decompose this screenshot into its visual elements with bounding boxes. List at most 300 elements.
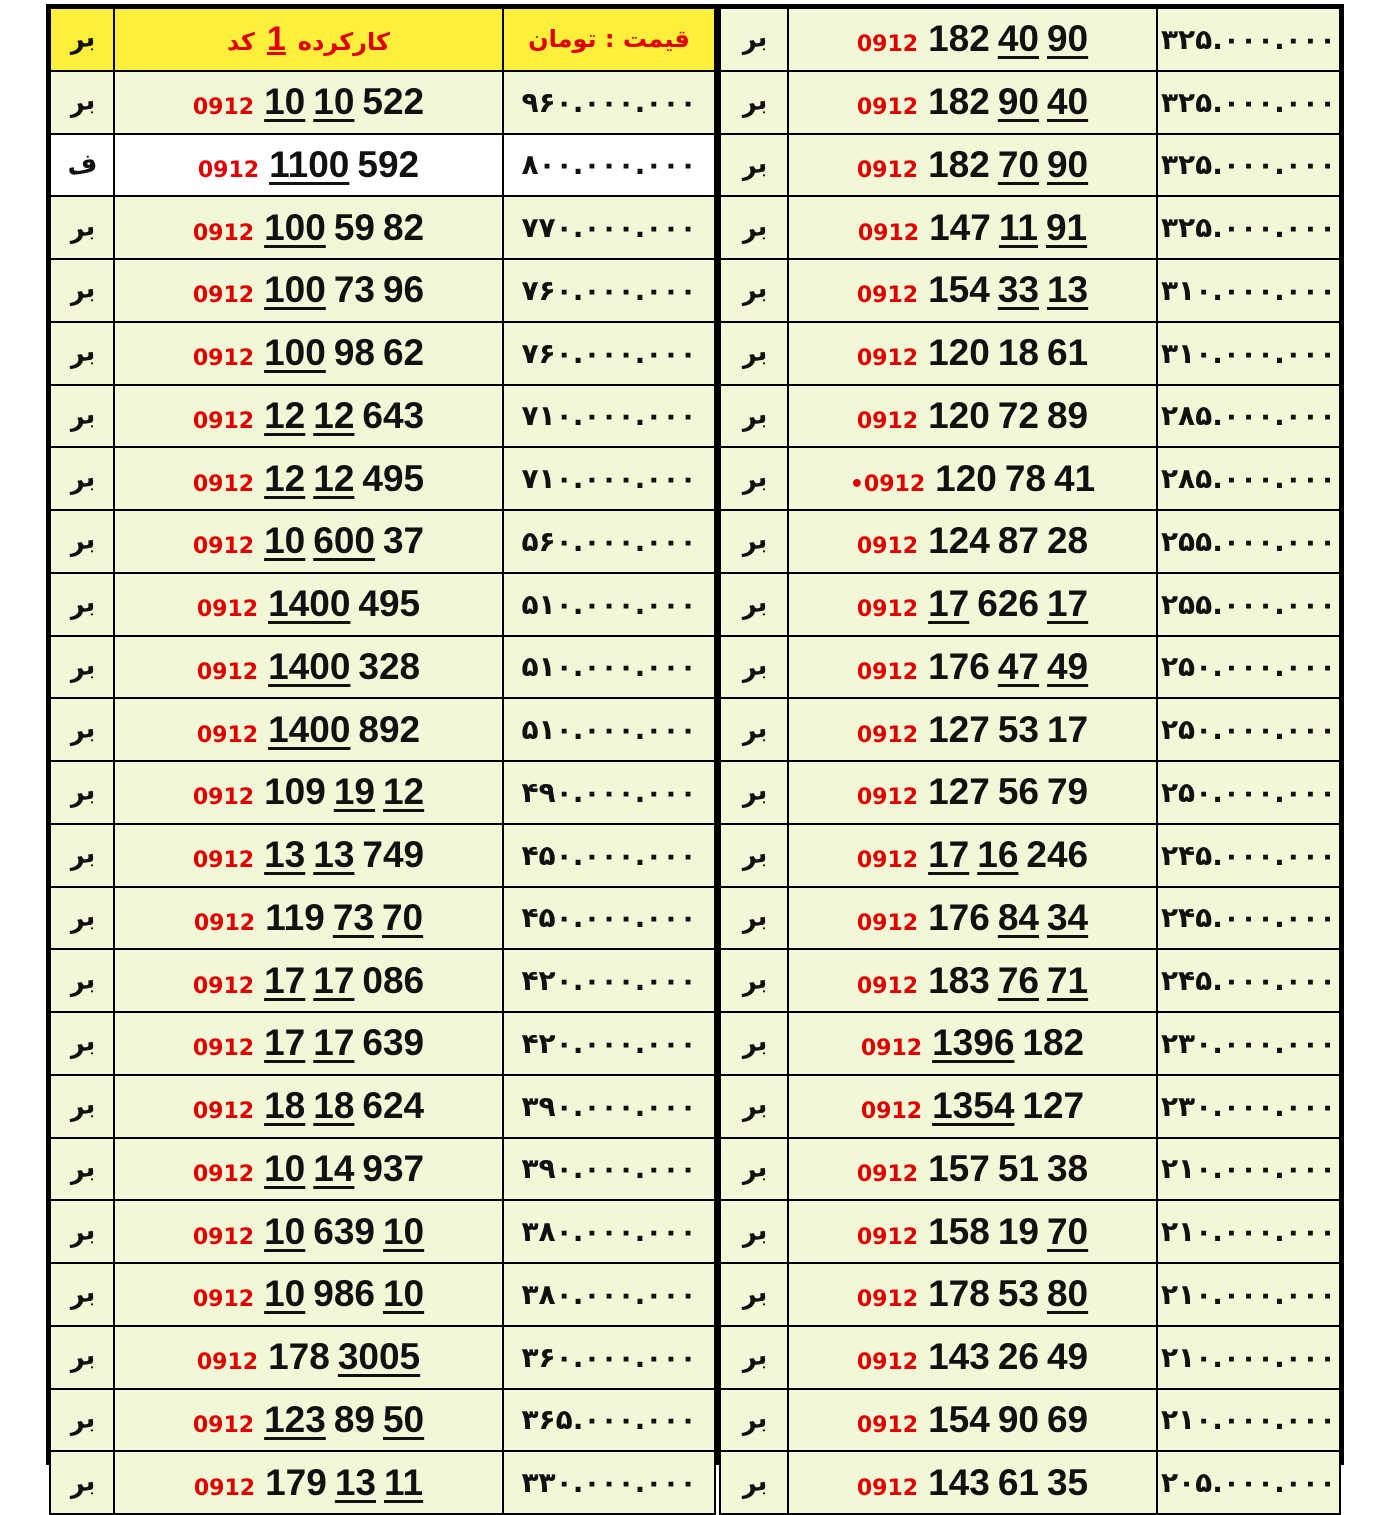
price-value: ۷۶۰.۰۰۰.۰۰۰: [521, 273, 697, 307]
price-cell: [503, 71, 715, 134]
number-prefix: •0912: [849, 471, 926, 497]
phone-number: [194, 897, 423, 939]
price-value: ۴۲۰.۰۰۰.۰۰۰: [521, 964, 697, 998]
status-icon-cell: [720, 1200, 788, 1263]
digit-group: 71: [1046, 959, 1089, 1001]
status-icon-cell: [50, 1138, 114, 1201]
phone-number: [857, 960, 1088, 1002]
number-prefix: 0912: [192, 220, 255, 246]
price-value: ۸۰۰.۰۰۰.۰۰۰: [521, 148, 697, 182]
status-icon: بر: [739, 1152, 769, 1186]
phone-number-cell: [114, 259, 503, 322]
phone-number-cell: [788, 447, 1157, 510]
table-row: [720, 824, 1340, 887]
table-row: [720, 134, 1340, 197]
digit-group: 1100: [269, 143, 350, 185]
phone-number-cell: [788, 322, 1157, 385]
price-cell: [503, 259, 715, 322]
phone-number: [193, 771, 424, 813]
status-icon-cell: [720, 761, 788, 824]
phone-number-cell: [788, 1263, 1157, 1326]
digit-group: 986: [313, 1273, 375, 1315]
status-icon-cell: [720, 1451, 788, 1514]
digit-group: 328: [358, 645, 421, 687]
price-cell: [1157, 196, 1340, 259]
header-code-label: کد: [227, 27, 255, 56]
number-prefix: 0912: [196, 659, 259, 685]
phone-number-cell: [788, 196, 1157, 259]
digit-group: 624: [362, 1085, 425, 1127]
digit-group: 522: [362, 81, 425, 123]
table-row: [720, 761, 1340, 824]
status-icon: بر: [739, 650, 769, 684]
digit-group: 1400: [268, 708, 351, 750]
status-icon: بر: [739, 1277, 769, 1312]
status-icon: بر: [67, 775, 97, 810]
phone-number-cell: [788, 573, 1157, 636]
number-prefix: 0912: [192, 471, 255, 497]
price-cell: [1157, 1263, 1340, 1326]
digit-group: 13: [313, 834, 355, 876]
status-icon-cell: [720, 1138, 788, 1201]
phone-number: [850, 458, 1095, 500]
digit-group: 40: [1046, 81, 1089, 123]
status-icon: بر: [67, 1465, 97, 1500]
status-icon: بر: [739, 148, 769, 182]
price-value: ۲۵۰.۰۰۰.۰۰۰: [1160, 775, 1337, 809]
digit-group: 154: [928, 269, 990, 311]
number-prefix: 0912: [856, 1287, 919, 1313]
price-value: ۳۸۰.۰۰۰.۰۰۰: [521, 1215, 697, 1249]
number-prefix: 0912: [856, 973, 919, 999]
digit-group: 89: [1046, 394, 1089, 436]
status-icon-cell: [50, 1263, 114, 1326]
phone-number-cell: [788, 1138, 1157, 1201]
phone-number-cell: [114, 761, 503, 824]
number-prefix: 0912: [192, 1099, 255, 1125]
phone-number: [861, 1022, 1084, 1064]
table-row: [720, 447, 1340, 510]
price-cell: [503, 698, 715, 761]
price-cell: [503, 573, 715, 636]
table-row: [720, 636, 1340, 699]
phone-number: [193, 1022, 424, 1064]
digit-group: 176: [928, 645, 990, 687]
phone-number: [857, 709, 1088, 751]
digit-group: 158: [928, 1210, 990, 1252]
price-cell: [503, 447, 715, 510]
price-cell: [1157, 636, 1340, 699]
price-cell: [503, 1263, 715, 1326]
phone-number: [857, 18, 1088, 60]
status-icon: بر: [739, 901, 769, 935]
digit-group: 10: [264, 81, 306, 123]
price-value: ۳۶۵.۰۰۰.۰۰۰: [521, 1403, 697, 1437]
phone-number-cell: [114, 134, 503, 197]
phone-number-cell: [788, 134, 1157, 197]
price-cell: [503, 322, 715, 385]
phone-number: [193, 834, 424, 876]
digit-group: 34: [1046, 896, 1089, 938]
phone-number: [857, 81, 1088, 123]
phone-number-cell: [788, 1012, 1157, 1075]
digit-group: 639: [362, 1022, 425, 1064]
price-cell: [1157, 1138, 1340, 1201]
digit-group: 33: [997, 269, 1039, 311]
number-prefix: 0912: [856, 157, 919, 183]
status-icon: بر: [67, 22, 97, 57]
phone-number-cell: [114, 1200, 503, 1263]
phone-number: [857, 834, 1088, 876]
table-row: [50, 1326, 715, 1389]
price-cell: [503, 636, 715, 699]
phone-number: [857, 1399, 1088, 1441]
number-prefix: 0912: [192, 1287, 255, 1313]
number-prefix: 0912: [856, 659, 919, 685]
digit-group: 176: [928, 896, 990, 938]
status-icon-cell: [720, 1075, 788, 1138]
price-value: ۴۵۰.۰۰۰.۰۰۰: [521, 838, 697, 872]
status-icon-cell: [720, 573, 788, 636]
digit-group: 154: [928, 1398, 990, 1440]
digit-group: 592: [357, 143, 420, 185]
status-icon: بر: [67, 838, 97, 872]
price-cell: [1157, 573, 1340, 636]
price-value: ۲۰۵.۰۰۰.۰۰۰: [1160, 1466, 1337, 1500]
table-row: [50, 824, 715, 887]
phone-number: [857, 646, 1088, 688]
digit-group: 1396: [932, 1022, 1015, 1064]
digit-group: 120: [935, 457, 997, 499]
digit-group: 11: [384, 1461, 424, 1503]
price-value: ۳۲۵.۰۰۰.۰۰۰: [1160, 148, 1337, 182]
digit-group: 17: [928, 834, 970, 876]
status-icon-cell: [720, 1389, 788, 1452]
digit-group: 38: [1046, 1147, 1089, 1189]
phone-number: [193, 81, 424, 123]
phone-number: [193, 1273, 424, 1315]
phone-number-cell: [788, 1326, 1157, 1389]
status-icon-cell: [50, 510, 114, 573]
table-row: [720, 698, 1340, 761]
price-cell: [503, 1326, 715, 1389]
phone-number-cell: [788, 949, 1157, 1012]
price-cell: [1157, 8, 1340, 71]
status-icon-cell: [50, 447, 114, 510]
status-icon-cell: [50, 1389, 114, 1452]
status-icon: بر: [67, 587, 97, 621]
phone-number-cell: [788, 71, 1157, 134]
phone-number-cell: [114, 447, 503, 510]
digit-group: 40: [997, 18, 1039, 60]
status-icon-cell: [720, 1326, 788, 1389]
price-value: ۳۱۰.۰۰۰.۰۰۰: [1160, 336, 1337, 370]
number-prefix: 0912: [856, 910, 919, 936]
digit-group: 10: [264, 1210, 306, 1252]
number-prefix: 0912: [192, 534, 255, 560]
digit-group: 13: [264, 834, 306, 876]
number-prefix: 0912: [856, 346, 919, 372]
phone-number: [857, 1273, 1088, 1315]
status-icon: بر: [67, 210, 97, 245]
price-cell: [503, 1075, 715, 1138]
price-value: ۲۱۰.۰۰۰.۰۰۰: [1160, 1152, 1337, 1186]
status-icon: بر: [739, 1026, 769, 1061]
digit-group: 639: [313, 1210, 375, 1252]
price-value: ۵۱۰.۰۰۰.۰۰۰: [521, 650, 697, 684]
table-row: [720, 1075, 1340, 1138]
price-cell: [503, 887, 715, 950]
phone-number: [857, 520, 1088, 562]
digit-group: 10: [264, 1147, 306, 1189]
status-icon: بر: [67, 963, 97, 998]
price-cell: [1157, 1451, 1340, 1514]
digit-group: 182: [1022, 1022, 1085, 1064]
phone-number-cell: [788, 1200, 1157, 1263]
phone-number: [193, 1211, 424, 1253]
phone-number: [193, 1085, 424, 1127]
phone-number-cell: [788, 8, 1157, 71]
digit-group: 100: [264, 206, 326, 248]
phone-number: [198, 144, 419, 186]
digit-group: 143: [928, 1336, 990, 1378]
number-prefix: 0912: [193, 910, 256, 936]
price-cell: [503, 1451, 715, 1514]
price-cell: [1157, 71, 1340, 134]
phone-number-cell: [114, 1451, 503, 1514]
digit-group: 183: [928, 959, 990, 1001]
number-prefix: 0912: [857, 220, 920, 246]
phone-number-cell: [788, 1451, 1157, 1514]
digit-group: 13: [1046, 269, 1089, 311]
status-icon-cell: [50, 1200, 114, 1263]
price-value: ۳۲۵.۰۰۰.۰۰۰: [1160, 211, 1337, 245]
price-value: ۳۲۵.۰۰۰.۰۰۰: [1160, 22, 1337, 56]
status-icon-cell: [720, 698, 788, 761]
digit-group: 87: [997, 520, 1039, 562]
phone-number: [857, 1336, 1088, 1378]
price-cell: [503, 196, 715, 259]
price-cell: [503, 824, 715, 887]
phone-number-cell: [114, 573, 503, 636]
digit-group: 47: [997, 645, 1039, 687]
status-icon: بر: [739, 210, 769, 245]
price-cell: [1157, 385, 1340, 448]
digit-group: 28: [1046, 520, 1089, 562]
digit-group: 157: [928, 1147, 990, 1189]
phone-number-cell: [114, 510, 503, 573]
number-prefix: 0912: [192, 848, 255, 874]
digit-group: 127: [928, 708, 990, 750]
digit-group: 178: [928, 1273, 990, 1315]
phone-number: [194, 1462, 423, 1504]
price-value: ۲۴۵.۰۰۰.۰۰۰: [1160, 964, 1337, 998]
status-icon-cell: [50, 1075, 114, 1138]
digit-group: 49: [1046, 1336, 1089, 1378]
number-prefix: 0912: [196, 722, 259, 748]
table-row: [50, 1451, 715, 1514]
table-row: [50, 196, 715, 259]
phone-number-cell: [114, 1326, 503, 1389]
phone-number: [857, 771, 1088, 813]
number-prefix: 0912: [192, 408, 255, 434]
digit-group: 10: [264, 1273, 306, 1315]
digit-group: 12: [264, 394, 306, 436]
table-row: [720, 196, 1340, 259]
price-cell: [1157, 698, 1340, 761]
status-icon: بر: [739, 1403, 769, 1437]
phone-number-cell: [788, 1389, 1157, 1452]
price-value: ۳۸۰.۰۰۰.۰۰۰: [521, 1277, 697, 1311]
status-icon: بر: [67, 901, 97, 935]
table-row: [720, 1451, 1340, 1514]
phone-number-cell: [114, 196, 503, 259]
number-prefix: 0912: [192, 785, 255, 811]
status-icon-cell: [720, 824, 788, 887]
price-value: ۷۷۰.۰۰۰.۰۰۰: [521, 211, 697, 245]
table-row: [720, 1389, 1340, 1452]
status-icon: بر: [739, 1340, 769, 1374]
status-icon: بر: [739, 838, 769, 872]
digit-group: 61: [997, 1461, 1039, 1503]
digit-group: 626: [977, 583, 1039, 625]
table-row: [50, 1389, 715, 1452]
digit-group: 69: [1046, 1398, 1089, 1440]
digit-group: 10: [382, 1210, 425, 1252]
digit-group: 182: [928, 81, 990, 123]
digit-group: 3005: [337, 1336, 421, 1378]
number-prefix: 0912: [860, 1036, 923, 1062]
number-prefix: 0912: [856, 32, 919, 58]
status-icon: بر: [67, 1214, 97, 1249]
table-row: [720, 71, 1340, 134]
price-value: ۳۹۰.۰۰۰.۰۰۰: [521, 1152, 697, 1186]
digit-group: 12: [313, 457, 355, 499]
table-row: [720, 8, 1340, 71]
status-icon: بر: [67, 1277, 97, 1312]
digit-group: 143: [928, 1461, 990, 1503]
number-prefix: 0912: [192, 1036, 255, 1062]
digit-group: 1400: [268, 583, 351, 625]
status-icon-cell: [720, 322, 788, 385]
number-prefix: 0912: [856, 1350, 919, 1376]
digit-group: 96: [382, 269, 425, 311]
phone-number: [197, 1336, 420, 1378]
status-icon: بر: [739, 775, 769, 810]
phone-number-cell: [788, 1075, 1157, 1138]
price-cell: [1157, 259, 1340, 322]
table-row: [50, 385, 715, 448]
digit-group: 18: [997, 332, 1039, 374]
status-icon-cell: [50, 71, 114, 134]
status-icon-cell: [50, 196, 114, 259]
price-value: ۳۲۵.۰۰۰.۰۰۰: [1160, 85, 1337, 119]
phone-number-cell: [788, 636, 1157, 699]
digit-group: 90: [997, 81, 1039, 123]
status-icon-cell: [720, 887, 788, 950]
phone-number: [197, 709, 420, 751]
table-row: [50, 761, 715, 824]
phone-number: [197, 583, 420, 625]
header-status-label: کارکرده: [297, 27, 390, 56]
price-value: ۲۵۰.۰۰۰.۰۰۰: [1160, 650, 1337, 684]
price-value: ۲۵۰.۰۰۰.۰۰۰: [1160, 713, 1337, 747]
price-value: ۲۱۰.۰۰۰.۰۰۰: [1160, 1340, 1337, 1374]
price-cell: [503, 385, 715, 448]
status-icon: بر: [67, 1340, 97, 1374]
phone-number: [857, 1462, 1088, 1504]
number-prefix: 0912: [856, 408, 919, 434]
phone-number: [857, 395, 1088, 437]
status-icon: بر: [67, 650, 97, 684]
status-icon-cell: [720, 1263, 788, 1326]
price-value: ۲۱۰.۰۰۰.۰۰۰: [1160, 1403, 1337, 1437]
number-prefix: 0912: [856, 1475, 919, 1501]
digit-group: 62: [382, 332, 425, 374]
phone-number: [857, 332, 1088, 374]
number-prefix: 0912: [196, 597, 259, 623]
digit-group: 17: [264, 959, 306, 1001]
status-icon-cell: [720, 447, 788, 510]
status-icon-cell: [50, 385, 114, 448]
status-icon-cell: [720, 8, 788, 71]
phone-number-cell: [114, 1138, 503, 1201]
phone-number-cell: [788, 887, 1157, 950]
digit-group: 17: [264, 1022, 306, 1064]
number-prefix: 0912: [856, 848, 919, 874]
table-row: [50, 573, 715, 636]
phone-number-cell: [788, 259, 1157, 322]
digit-group: 70: [1046, 1210, 1089, 1252]
digit-group: 51: [997, 1147, 1039, 1189]
number-prefix: 0912: [856, 785, 919, 811]
number-prefix: 0912: [192, 973, 255, 999]
digit-group: 91: [1045, 206, 1088, 248]
status-icon: بر: [739, 712, 769, 747]
price-cell: [503, 1389, 715, 1452]
status-icon: بر: [67, 524, 97, 559]
status-icon-cell: [50, 949, 114, 1012]
digit-group: 70: [997, 143, 1039, 185]
digit-group: 26: [997, 1336, 1039, 1378]
table-row: [720, 1138, 1340, 1201]
digit-group: 495: [362, 457, 425, 499]
price-value: ۳۹۰.۰۰۰.۰۰۰: [521, 1089, 697, 1123]
price-cell: [1157, 824, 1340, 887]
table-row: [720, 259, 1340, 322]
digit-group: 80: [1046, 1273, 1089, 1315]
digit-group: 17: [1046, 583, 1089, 625]
status-icon: بر: [67, 273, 97, 308]
phone-number-cell: [114, 322, 503, 385]
price-value: ۷۶۰.۰۰۰.۰۰۰: [521, 336, 697, 370]
phone-number: [193, 269, 424, 311]
price-value: ۲۴۵.۰۰۰.۰۰۰: [1160, 901, 1337, 935]
digit-group: 35: [1046, 1461, 1089, 1503]
status-icon: بر: [739, 1214, 769, 1249]
digit-group: 72: [997, 394, 1039, 436]
table-row: [50, 447, 715, 510]
number-prefix: 0912: [856, 1161, 919, 1187]
table-row: [50, 134, 715, 197]
price-value: ۵۱۰.۰۰۰.۰۰۰: [521, 587, 697, 621]
header-price-label: قیمت : تومان: [528, 25, 690, 54]
digit-group: 119: [265, 896, 325, 938]
digit-group: 41: [1054, 457, 1096, 499]
table-row: [50, 698, 715, 761]
status-icon: بر: [67, 1089, 97, 1123]
price-value: ۷۱۰.۰۰۰.۰۰۰: [521, 462, 697, 496]
